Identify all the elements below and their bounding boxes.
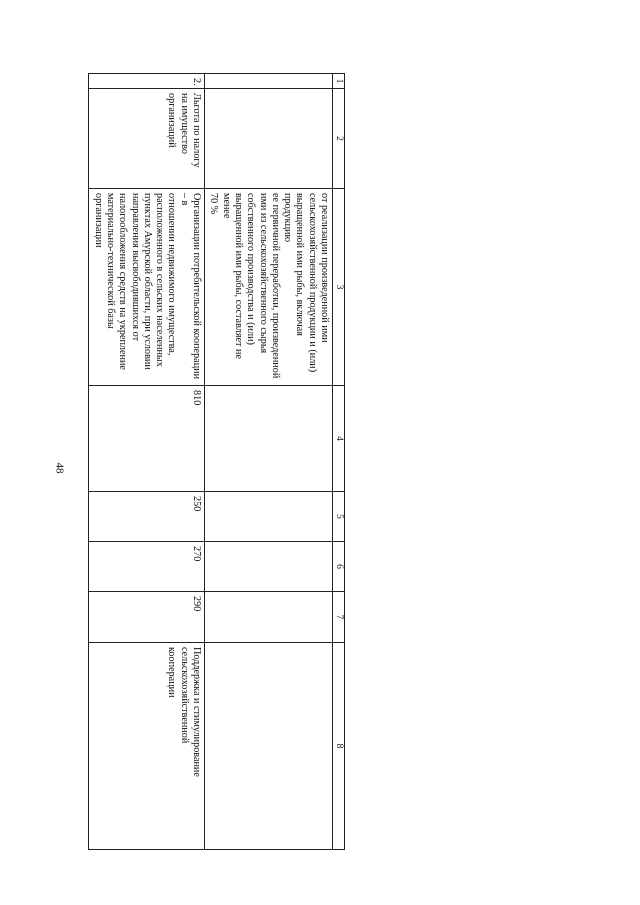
row-number-cell [205, 74, 333, 89]
header-cell-6: 6 [333, 542, 345, 592]
goal-cell [205, 643, 333, 850]
header-cell-2: 2 [333, 89, 345, 189]
row-number-cell: 2. [89, 74, 205, 89]
value-cell-4: 810 [89, 386, 205, 492]
value-cell-6 [205, 542, 333, 592]
benefit-name-cell [205, 89, 333, 189]
table-row [89, 74, 205, 850]
value-cell-7: 290 [89, 592, 205, 643]
header-cell-1: 1 [333, 74, 345, 89]
benefit-name-cell: Льгота по налогу на имущество организаций [89, 89, 205, 189]
value-cell-5 [205, 492, 333, 542]
table-row [205, 74, 333, 850]
condition-cell: от реализации произведенной ими сельскохозяйственной продукции и (или) выращенной ими рыбы, включая продукцию ее первичной переработки, произведенной ими из сельскохозяйственного сырья собственного производства и (или) выращенной ими рыбы, составляет не менее 70 % [205, 189, 333, 386]
header-cell-7: 7 [333, 592, 345, 643]
header-cell-4: 4 [333, 386, 345, 492]
condition-cell: Организации потребительской кооперации – в отношении недвижимого имущества, расположенного в сельских населенных пунктах Амурской области, при условии направления высвободившихся от налогообложения средств на укрепление материально-технической базы организации [89, 189, 205, 386]
value-cell-6: 270 [89, 542, 205, 592]
header-cell-5: 5 [333, 492, 345, 542]
table-container [92, 73, 345, 849]
page-number: 48 [53, 462, 66, 474]
goal-cell: Поддержка и стимулирование сельскохозяйственной кооперации [89, 643, 205, 850]
table-header-row [333, 74, 345, 850]
header-cell-8: 8 [333, 643, 345, 850]
data-table [88, 73, 345, 850]
value-cell-5: 250 [89, 492, 205, 542]
header-cell-3: 3 [333, 189, 345, 386]
value-cell-7 [205, 592, 333, 643]
value-cell-4 [205, 386, 333, 492]
